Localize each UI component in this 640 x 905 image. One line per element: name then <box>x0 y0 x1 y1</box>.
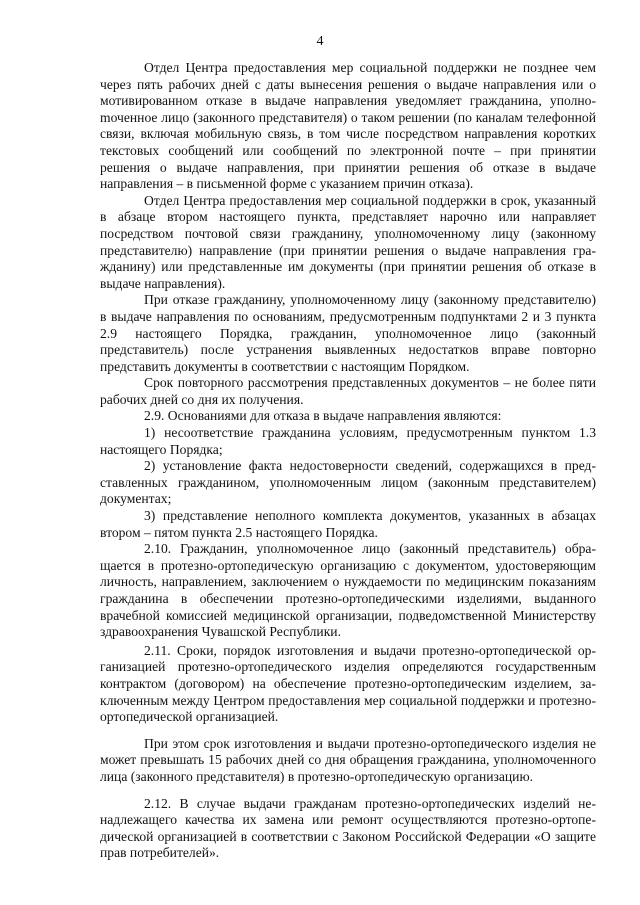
paragraph-review-term: Срок повторного рассмотрения представленных документов – не более пяти рабочих дней со дня их получения. <box>100 375 596 407</box>
document-body <box>100 60 596 862</box>
paragraph-2-9-heading: 2.9. Основаниями для отказа в выдаче направления являются: <box>144 408 502 424</box>
paragraph-2-12: 2.12. В случае выдачи гражданам протезно-ортопедических изделий ненадлежащего качества их замена или ремонт осуществляются протезно-ортопедической организацией в соответствии с Законом Российской Федерации «О защите прав потребителей». <box>100 795 596 861</box>
paragraph-delivery: Отдел Центра предоставления мер социальной поддержки в срок, указанный в абзаце втором настоящего пункта, представляет нарочно или направляет посредством почтовой связи гражданину, уполномоченному лицу (законному представителю) направление (при принятии решения о выдаче направления гражданину) или представленные им документы (при принятии решения об отказе в выдаче направления). <box>100 192 596 291</box>
paragraph-term-limit: При этом срок изготовления и выдачи протезно-ортопедического изделия не может превышать 15 рабочих дней со дня обращения гражданина, уполномоченного лица (законного представителя) в протезно-ортопедическую организацию. <box>100 735 596 784</box>
paragraph-resubmission: При отказе гражданину, уполномоченному лицу (законному представителю) в выдаче направления по основаниям, предусмотренным подпунктами 2 и 3 пункта 2.9 настоящего Порядка, гражданин, уполномоченное лицо (законный представитель) после устранения выявленных недостатков вправе повторно представить документы в соответствии с настоящим Порядком. <box>100 292 596 374</box>
list-item-refusal-3: 3) представление неполного комплекта документов, указанных в абзацах втором – пятом пункта 2.5 настоящего Порядка. <box>100 508 596 540</box>
paragraph-2-11: 2.11. Сроки, порядок изготовления и выдачи протезно-ортопедической организацией протезно-ортопедического изделия определяются государственным контрактом (договором) на обеспечение протезно-ортопедическим изделием, заключенным между Центром предоставления мер социальной поддержки и протезно-ортопедической организацией. <box>100 642 596 725</box>
list-item-refusal-1: 1) несоответствие гражданина условиям, предусмотренным пунктом 1.3 настоящего Порядка; <box>100 425 596 457</box>
paragraph-2-10: 2.10. Гражданин, уполномоченное лицо (законный представитель) обращается в протезно-ортопедическую организацию с документом, удостоверяющим личность, направлением, заключением о нуждаемости по медицинским показаниям гражданина в обеспечении протезно-ортопедическими изделиями, выданного врачебной комиссией медицинской организации, подведомственной Министерству здравоохранения Чувашской Республики. <box>100 541 596 640</box>
paragraph-notification: Отдел Центра предоставления мер социальной поддержки не позднее чем через пять рабочих дней с даты вынесения решения о выдаче направления или о мотивированном отказе в выдаче направления уведомляет гражданина, уполноmоченное лицо (законного представителя) о таком решении (по каналам телефонной связи, включая мобильную связь, в том числе посредством направления коротких текстовых сообщений или сообщений по электронной почте – при принятии решения о выдаче направления, при принятии решения об отказе в выдаче направления – в письменной форме с указанием причин отказа). <box>100 60 596 192</box>
list-item-refusal-2: 2) установление факта недостоверности сведений, содержащихся в представленных гражданином, уполномоченным лицом (законным представителем) документах; <box>100 458 596 507</box>
page-number: 4 <box>316 34 324 49</box>
